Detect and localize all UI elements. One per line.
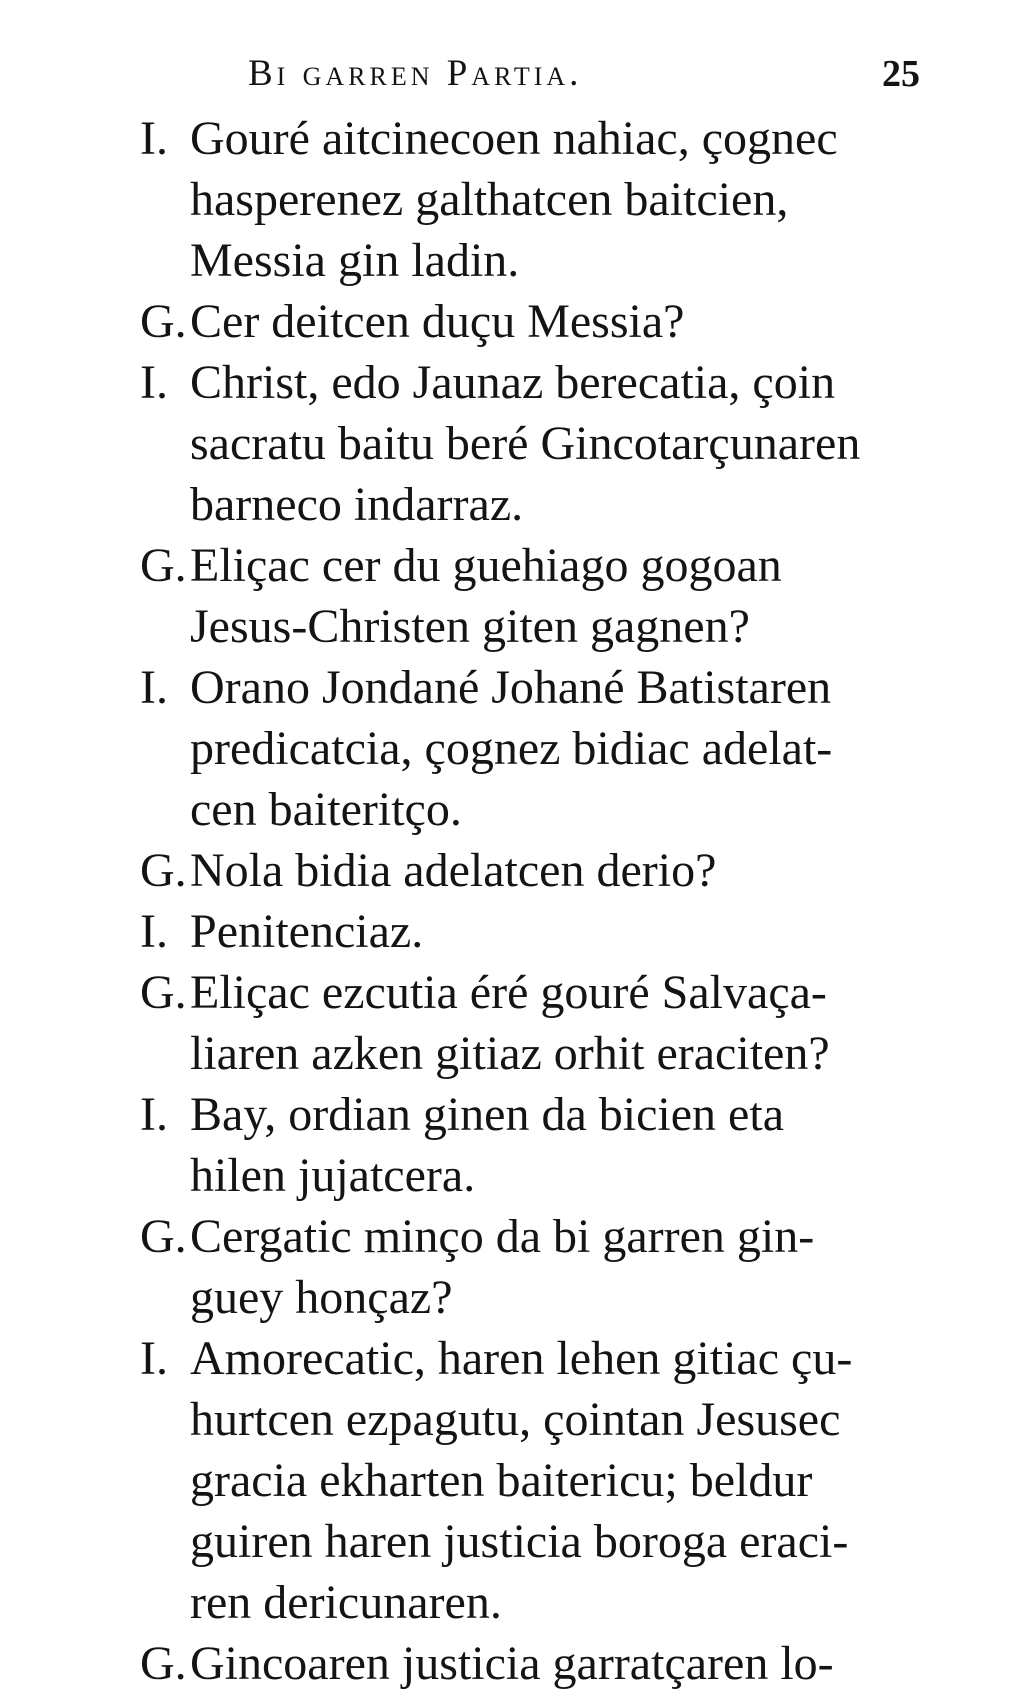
speaker-label: I. xyxy=(140,112,168,165)
text-line: Penitenciaz. xyxy=(190,905,424,958)
text-line: Amorecatic, haren lehen gitiac çu- xyxy=(190,1332,853,1385)
text-line: predicatcia, çognez bidiac adelat- xyxy=(190,722,833,775)
text-line: hilen jujatcera. xyxy=(190,1149,476,1202)
text-line: Messia gin ladin. xyxy=(190,234,520,287)
text-line: hurtcen ezpagutu, çointan Jesusec xyxy=(190,1393,841,1446)
speaker-label: I. xyxy=(140,661,168,714)
text-line: Bay, ordian ginen da bicien eta xyxy=(190,1088,784,1141)
dialogue-entry xyxy=(140,1633,930,1694)
dialogue-entry xyxy=(140,535,930,657)
dialogue-entry xyxy=(140,1084,930,1206)
text-line: Orano Jondané Johané Batistaren xyxy=(190,661,832,714)
text-line: Nola bidia adelatcen derio? xyxy=(190,844,717,897)
text-line: Eliçac ezcutia éré gouré Salvaça- xyxy=(190,966,827,1019)
text-line: Jesus-Christen giten gagnen? xyxy=(190,600,750,653)
catechism-dialogue xyxy=(140,108,930,1694)
dialogue-entry xyxy=(140,840,930,901)
text-line: Cer deitcen duçu Messia? xyxy=(190,295,685,348)
text-line: Gincoaren justicia garratçaren lo- xyxy=(190,1637,834,1690)
text-line: liaren azken gitiaz orhit eraciten? xyxy=(190,1027,830,1080)
speaker-label: G. xyxy=(140,1210,187,1263)
page-header xyxy=(248,44,920,106)
speaker-label: G. xyxy=(140,966,187,1019)
text-line: guiren haren justicia boroga eraci- xyxy=(190,1515,849,1568)
speaker-label: I. xyxy=(140,905,168,958)
speaker-label: G. xyxy=(140,844,187,897)
text-line: hasperenez galthatcen baitcien, xyxy=(190,173,789,226)
dialogue-entry xyxy=(140,962,930,1084)
speaker-label: I. xyxy=(140,1332,168,1385)
dialogue-entry xyxy=(140,657,930,840)
text-line: Gouré aitcinecoen nahiac, çognec xyxy=(190,112,838,165)
dialogue-entry xyxy=(140,352,930,535)
text-line: gracia ekharten baitericu; beldur xyxy=(190,1454,813,1507)
speaker-label: G. xyxy=(140,295,187,348)
dialogue-entry xyxy=(140,1328,930,1633)
running-head: Bi garren Partia. xyxy=(248,53,583,94)
text-line: guey honçaz? xyxy=(190,1271,453,1324)
text-line: cen baiteritço. xyxy=(190,783,462,836)
dialogue-entry xyxy=(140,108,930,291)
speaker-label: I. xyxy=(140,356,168,409)
speaker-label: G. xyxy=(140,1637,187,1690)
text-line: Eliçac cer du guehiago gogoan xyxy=(190,539,782,592)
text-line: barneco indarraz. xyxy=(190,478,524,531)
text-line: sacratu baitu beré Gincotarçunaren xyxy=(190,417,861,470)
dialogue-entry xyxy=(140,291,930,352)
dialogue-entry xyxy=(140,1206,930,1328)
page-number: 25 xyxy=(882,53,920,95)
text-line: Christ, edo Jaunaz berecatia, çoin xyxy=(190,356,836,409)
dialogue-entry xyxy=(140,901,930,962)
speaker-label: I. xyxy=(140,1088,168,1141)
speaker-label: G. xyxy=(140,539,187,592)
text-line: ren dericunaren. xyxy=(190,1576,502,1629)
text-line: Cergatic minço da bi garren gin- xyxy=(190,1210,815,1263)
